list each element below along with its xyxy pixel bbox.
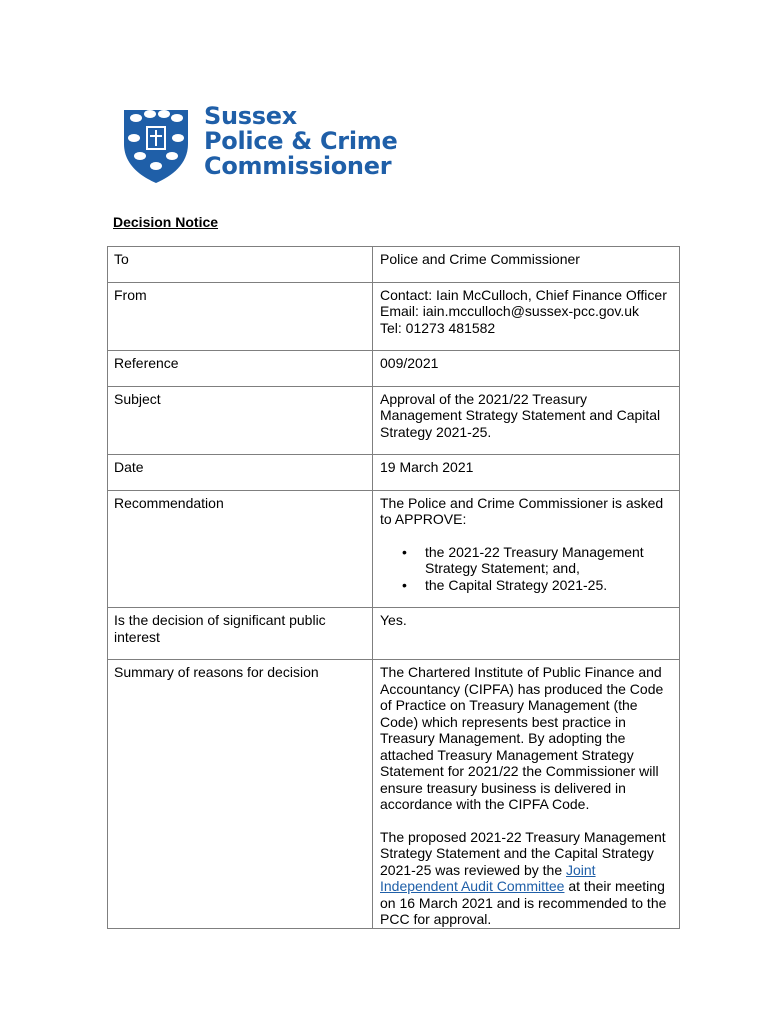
row-label: Date — [108, 455, 373, 491]
row-value: Approval of the 2021/22 Treasury Management Strategy Statement and Capital Strategy 2021-25. — [373, 386, 680, 455]
list-item: • the 2021-22 Treasury Management Strategy Statement; and, — [380, 544, 671, 577]
table-row-from — [108, 282, 680, 351]
shield-crest-icon — [122, 104, 190, 184]
row-label: From — [108, 282, 373, 351]
logo-line-police-crime: Police & Crime — [204, 127, 398, 155]
table-row-summary — [108, 660, 680, 929]
summary-text: at their meeting on 16 March 2021 and is recommended to the PCC for approval. — [380, 878, 667, 927]
list-item: • the Capital Strategy 2021-25. — [380, 577, 671, 594]
table-row-reference — [108, 351, 680, 387]
row-value — [373, 282, 680, 351]
logo-wordmark — [204, 104, 397, 179]
table-row-to — [108, 247, 680, 283]
row-value — [373, 490, 680, 608]
tel-line: Tel: 01273 481582 — [380, 319, 496, 336]
row-label: Reference — [108, 351, 373, 387]
logo-line-sussex: Sussex — [204, 102, 297, 130]
row-label: Summary of reasons for decision — [108, 660, 373, 929]
row-label: Is the decision of significant public interest — [108, 608, 373, 660]
row-value: Yes. — [373, 608, 680, 660]
summary-paragraph-1: The Chartered Institute of Public Finance and Accountancy (CIPFA) has produced the Code of Practice on Treasury Management (the Code) which represents best practice in Treasury Management. By adopting the attached Treasury Management Strategy Statement for 2021/22 the Commissioner will ensure treasury business is delivered in accordance with the CIPFA Code. — [380, 664, 664, 812]
row-label: To — [108, 247, 373, 283]
table-row-subject — [108, 386, 680, 455]
contact-line: Contact: Iain McCulloch, Chief Finance Officer — [380, 286, 667, 303]
summary-paragraph-2 — [380, 829, 671, 928]
summary-text: The proposed 2021-22 Treasury Management Strategy Statement and the Capital Strategy 2021-25 was reviewed by the — [380, 828, 666, 878]
table-row-date — [108, 455, 680, 491]
row-label: Subject — [108, 386, 373, 455]
row-label: Recommendation — [108, 490, 373, 608]
table-row-recommendation — [108, 490, 680, 608]
page-title: Decision Notice — [113, 214, 219, 230]
row-value: 009/2021 — [373, 351, 680, 387]
joint-independent-audit-committee-link[interactable]: Joint Independent Audit Committee — [380, 861, 596, 894]
logo-line-commissioner: Commissioner — [204, 152, 392, 180]
row-value: 19 March 2021 — [373, 455, 680, 491]
decision-table — [107, 246, 680, 929]
email-line: Email: iain.mcculloch@sussex-pcc.gov.uk — [380, 303, 640, 319]
recommendation-intro: The Police and Crime Commissioner is asked to APPROVE: — [380, 494, 664, 527]
row-value: Police and Crime Commissioner — [373, 247, 680, 283]
row-value — [373, 660, 680, 929]
table-row-public-interest — [108, 608, 680, 660]
sussex-pcc-logo — [122, 102, 398, 186]
recommendation-list — [380, 544, 671, 594]
